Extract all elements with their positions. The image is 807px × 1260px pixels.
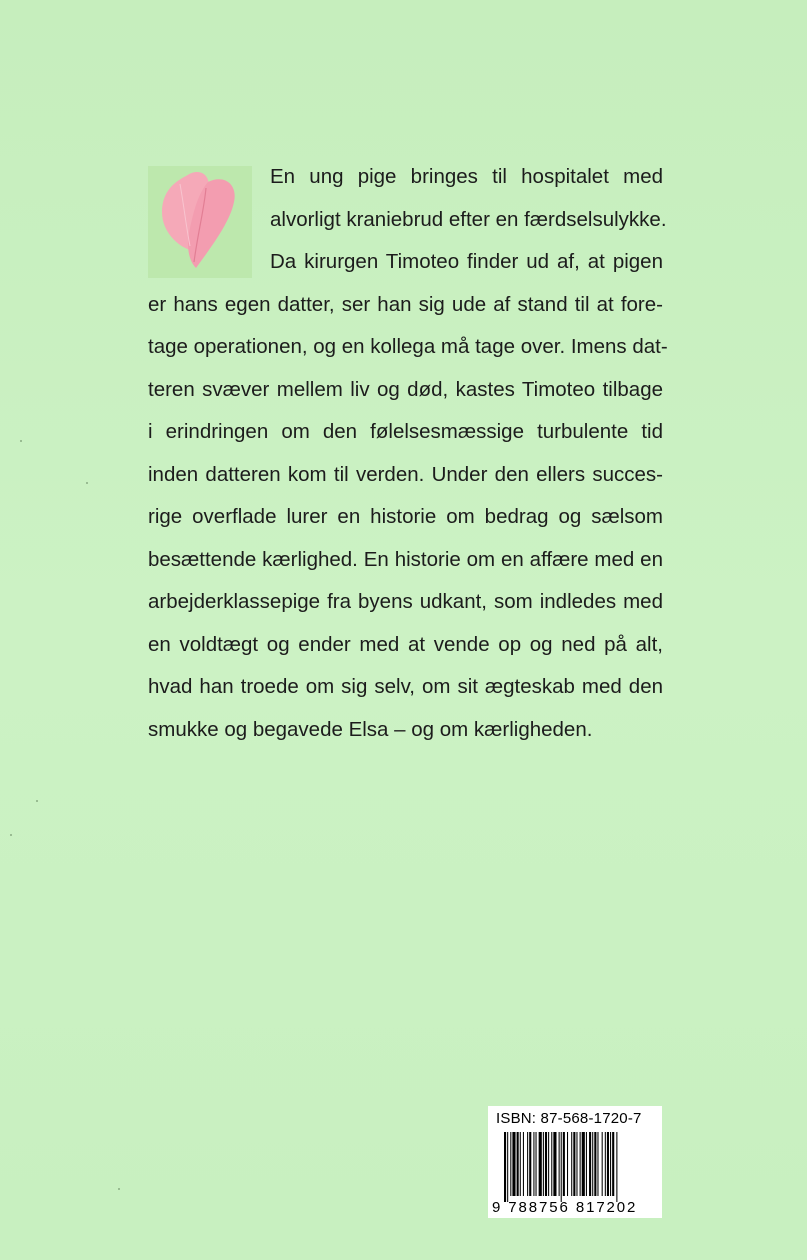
blurb-line: tage operationen, og en kollega må tage over. Imens dat-	[148, 335, 668, 358]
barcode-bar	[507, 1132, 508, 1202]
barcode-bar	[589, 1132, 591, 1196]
barcode-bar	[610, 1132, 611, 1196]
barcode-bar	[523, 1132, 524, 1196]
blurb-line: En ung pige bringes til hospitalet med	[270, 165, 663, 188]
barcode-bar	[533, 1132, 534, 1196]
barcode-bar	[545, 1132, 547, 1196]
barcode-bar	[559, 1132, 560, 1196]
barcode-bar	[592, 1132, 593, 1196]
barcode-bar	[536, 1132, 537, 1196]
barcode-bar	[520, 1132, 521, 1196]
barcode-bar	[561, 1132, 562, 1202]
barcode-bar	[573, 1132, 575, 1196]
paper-speck	[118, 1188, 120, 1190]
barcode-bar	[539, 1132, 542, 1196]
barcode-bar	[512, 1132, 515, 1196]
barcode-bar	[504, 1132, 506, 1202]
barcode-bar	[582, 1132, 585, 1196]
blurb-line: rige overflade lurer en historie om bedrag og sælsom	[148, 505, 663, 528]
barcode-bar	[510, 1132, 511, 1196]
barcode-bar	[605, 1132, 606, 1196]
blurb-line: Da kirurgen Timoteo finder ud af, at pigen	[270, 250, 663, 273]
barcode-bar	[517, 1132, 519, 1196]
blurb-line: smukke og begavede Elsa – og om kærligheden.	[148, 717, 593, 741]
barcode-bar	[567, 1132, 568, 1196]
barcode-bar	[551, 1132, 552, 1196]
barcode-icon	[504, 1132, 654, 1202]
barcode-bar	[616, 1132, 617, 1202]
blurb-line: i erindringen om den følelsesmæssige turbulente tid	[148, 420, 663, 443]
barcode-bar	[597, 1132, 598, 1196]
barcode-digits: 9 788756 817202	[492, 1199, 638, 1216]
blurb-line: inden datteren kom til verden. Under den ellers succes-	[148, 462, 663, 486]
barcode-bar	[543, 1132, 544, 1196]
paper-speck	[36, 800, 38, 802]
barcode-bar	[553, 1132, 556, 1196]
blurb-line: er hans egen datter, ser han sig ude af stand til at fore-	[148, 292, 663, 316]
barcode-bar	[580, 1132, 581, 1196]
blurb-line: arbejderklassepige fra byens udkant, som indledes med	[148, 590, 663, 613]
isbn-barcode-box	[488, 1106, 662, 1218]
blurb-text	[148, 156, 668, 751]
blurb-line: teren svæver mellem liv og død, kastes Timoteo tilbage	[148, 377, 663, 401]
barcode-bar	[563, 1132, 565, 1196]
barcode-bar	[607, 1132, 609, 1196]
barcode-bar	[586, 1132, 587, 1196]
blurb-line: besættende kærlighed. En historie om en affære med en	[148, 547, 663, 571]
barcode-bar	[612, 1132, 614, 1196]
blurb-line: en voldtægt og ender med at vende op og ned på alt,	[148, 632, 663, 656]
barcode-bar	[602, 1132, 603, 1196]
barcode-bar	[571, 1132, 572, 1196]
blurb-line: alvorligt kraniebrud efter en færdselsulykke.	[270, 207, 667, 231]
paper-speck	[86, 482, 88, 484]
barcode-bar	[527, 1132, 528, 1196]
barcode-bar	[529, 1132, 531, 1196]
barcode-bar	[594, 1132, 596, 1196]
isbn-label: ISBN: 87-568-1720-7	[496, 1110, 642, 1127]
barcode-bar	[576, 1132, 577, 1196]
blurb-line: hvad han troede om sig selv, om sit ægteskab med den	[148, 675, 663, 698]
barcode-bar	[548, 1132, 549, 1196]
paper-speck	[10, 834, 12, 836]
paper-speck	[20, 440, 22, 442]
